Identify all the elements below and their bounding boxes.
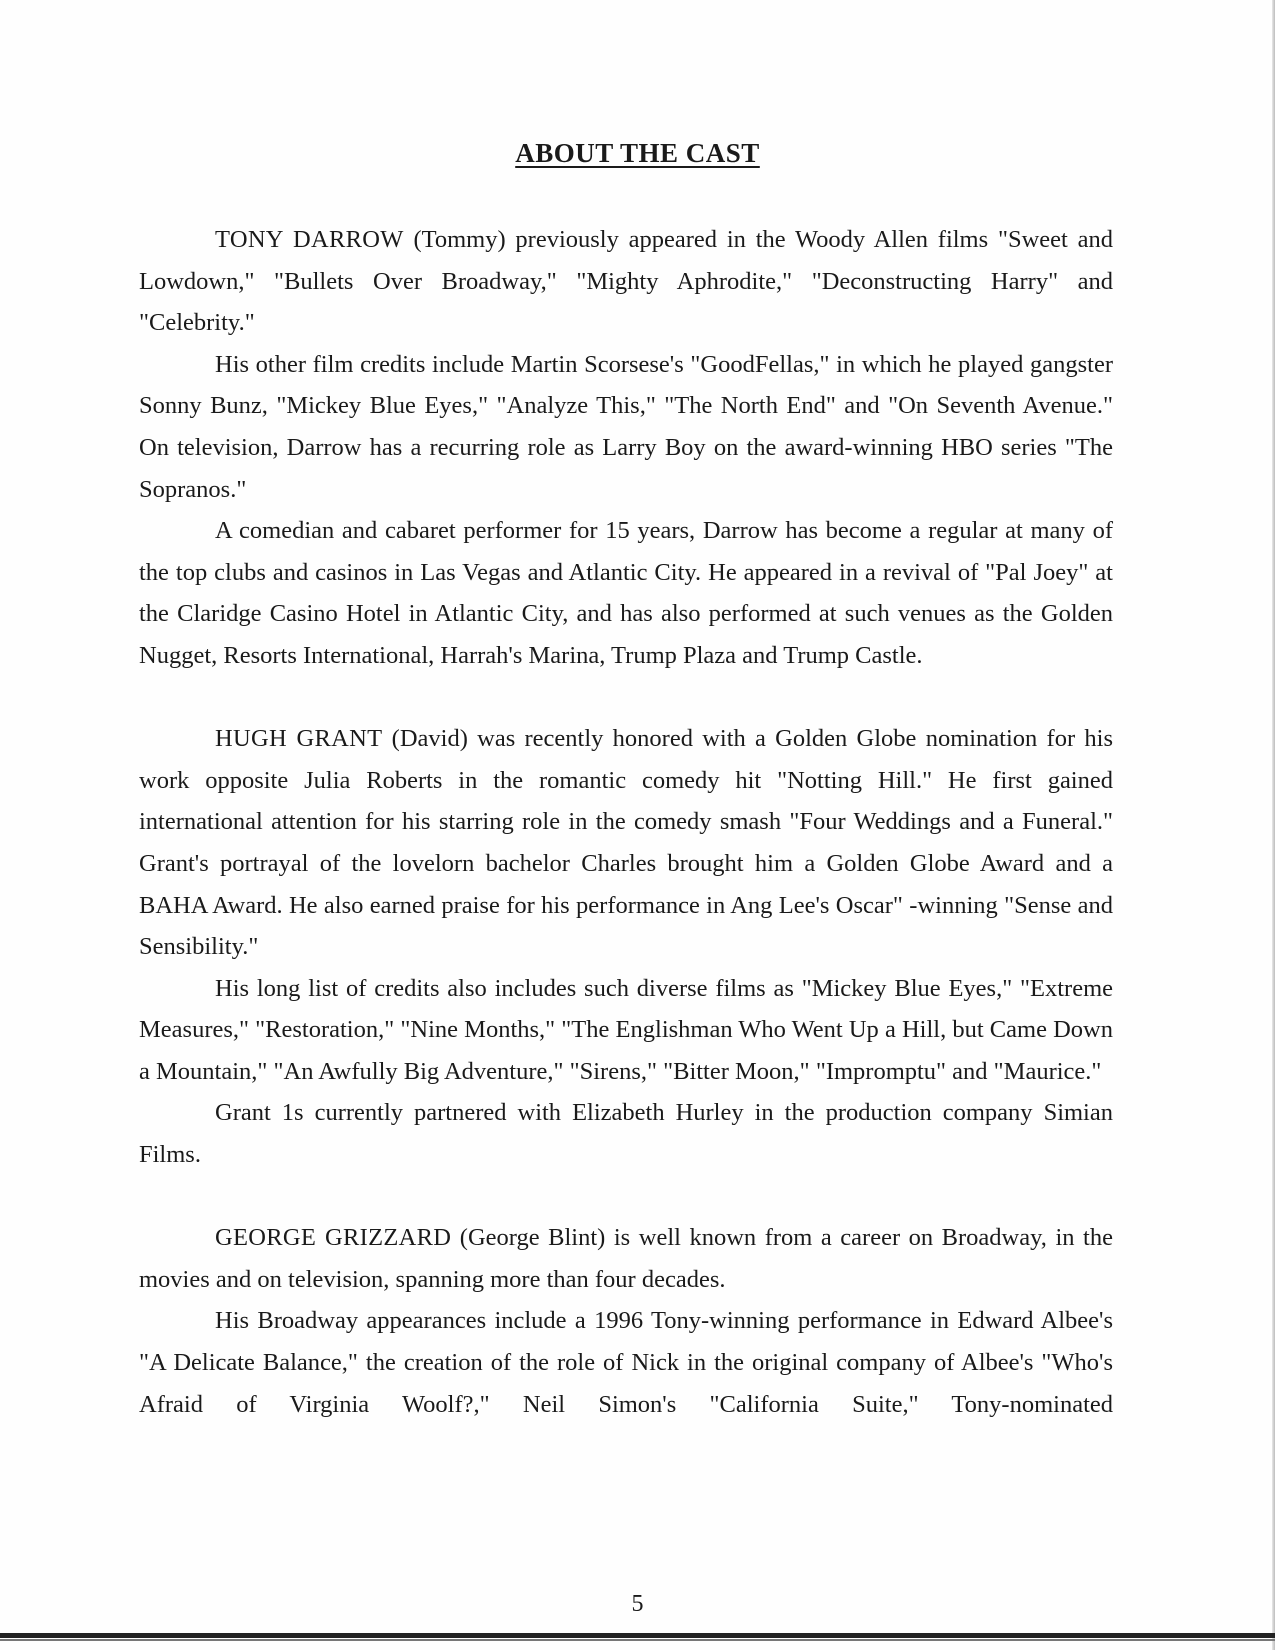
body-text xyxy=(139,219,1113,1425)
bio-paragraph: TONY DARROW (Tommy) previously appeared in the Woody Allen films "Sweet and Lowdown," "Bullets Over Broadway," "Mighty Aphrodite," "Deconstructing Harry" and "Celebrity." xyxy=(139,226,1113,337)
cast-bio-tony-darrow xyxy=(139,219,1113,677)
section-gap xyxy=(139,1176,1113,1218)
cast-name: TONY DARROW xyxy=(215,226,404,253)
bio-paragraph: His other film credits include Martin Scorsese's "GoodFellas," in which he played gangster Sonny Bunz, "Mickey Blue Eyes," "Analyze This," "The North End" and "On Seventh Avenue." On television, Darrow has a recurring role as Larry Boy on the award-winning HBO series "The Sopranos." xyxy=(139,350,1113,503)
bio-paragraph: GEORGE GRIZZARD (George Blint) is well known from a career on Broadway, in the movies and on television, spanning more than four decades. xyxy=(139,1224,1113,1293)
bio-paragraph: His long list of credits also includes such diverse films as "Mickey Blue Eyes," "Extreme Measures," "Restoration," "Nine Months," "The Englishman Who Went Up a Hill, but Came Down a Mountain," "An Awfully Big Adventure," "Sirens," "Bitter Moon," "Impromptu" and "Maurice." xyxy=(139,974,1113,1085)
cast-bio-george-grizzard xyxy=(139,1217,1113,1425)
cast-name: GEORGE GRIZZARD xyxy=(215,1224,452,1252)
page-title: ABOUT THE CAST xyxy=(515,138,760,168)
page-number: 5 xyxy=(631,1591,644,1617)
page-edge-bottom xyxy=(0,1633,1275,1638)
bio-paragraph: Grant 1s currently partnered with Elizabeth Hurley in the production company Simian Films. xyxy=(139,1099,1113,1169)
cast-name: HUGH GRANT xyxy=(215,725,383,753)
bio-paragraph: HUGH GRANT (David) was recently honored with a Golden Globe nomination for his work opposite Julia Roberts in the romantic comedy hit "Notting Hill." He first gained international attention for his starring role in the comedy smash "Four Weddings and a Funeral." Grant's portrayal of the lovelorn bachelor Charles brought him a Golden Globe Award and a BAHA Award. He also earned praise for his performance in Ang Lee's Oscar" -winning "Sense and Sensibility." xyxy=(139,725,1113,961)
cast-bio-hugh-grant xyxy=(139,718,1113,1176)
section-gap xyxy=(139,677,1113,719)
bio-paragraph: A comedian and cabaret performer for 15 years, Darrow has become a regular at many of the top clubs and casinos in Las Vegas and Atlantic City. He appeared in a revival of "Pal Joey" at the Claridge Casino Hotel in Atlantic City, and has also performed at such venues as the Golden Nugget, Resorts International, Harrah's Marina, Trump Plaza and Trump Castle. xyxy=(139,517,1113,669)
bio-paragraph: His Broadway appearances include a 1996 Tony-winning performance in Edward Albee's "A Delicate Balance," the creation of the role of Nick in the original company of Albee's "Who's Afraid of Virginia Woolf?," Neil Simon's "California Suite," Tony-nominated xyxy=(139,1307,1113,1418)
page-edge-bottom-shadow xyxy=(0,1639,1275,1641)
